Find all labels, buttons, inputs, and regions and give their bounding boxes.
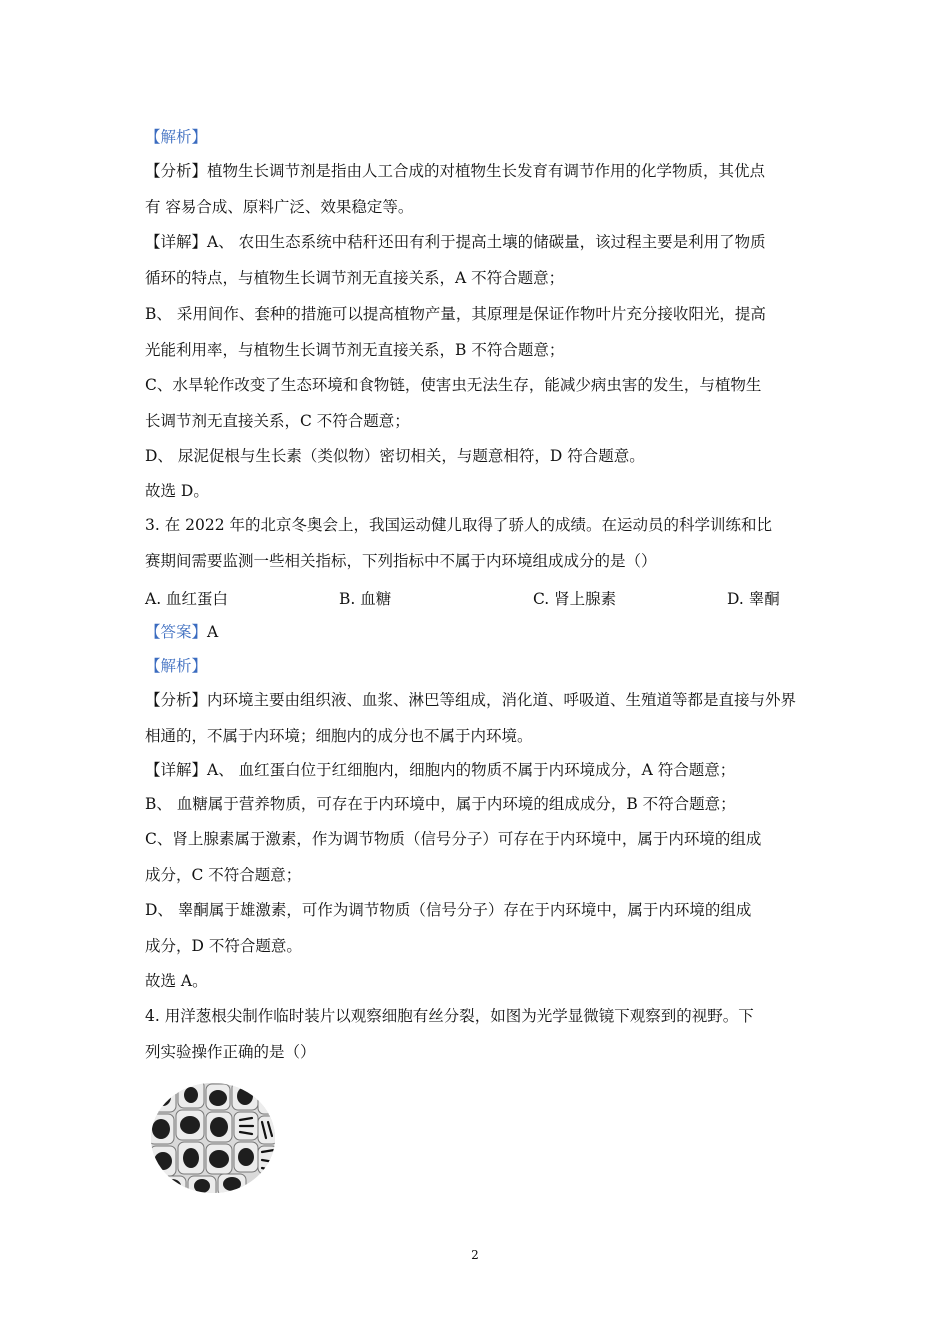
detail-text-line: D、 尿泥促根与生长素（类似物）密切相关，与题意相符，D 符合题意。 — [145, 447, 645, 465]
microscope-field-image — [148, 1080, 278, 1195]
detail-text-line: 光能利用率，与植物生长调节剂无直接关系，B 不符合题意； — [145, 341, 565, 359]
question-stem-line: 赛期间需要监测一些相关指标，下列指标中不属于内环境组成成分的是（） — [145, 552, 657, 570]
detail-text-line: C、肾上腺素属于激素，作为调节物质（信号分子）可存在于内环境中，属于内环境的组成 — [145, 830, 762, 848]
option-c: C. 肾上腺素 — [533, 590, 617, 608]
detail-text-line: 成分，D 不符合题意。 — [145, 937, 302, 955]
detail-text-line: 【详解】A、 血红蛋白位于红细胞内，细胞内的物质不属于内环境成分，A 符合题意； — [145, 761, 736, 779]
page-number: 2 — [471, 1248, 479, 1262]
detail-text-line: 循环的特点，与植物生长调节剂无直接关系，A 不符合题意； — [145, 269, 565, 287]
answer-value: A — [207, 623, 219, 641]
conclusion-text: 故选 D。 — [145, 482, 209, 500]
detail-text-line: B、 采用间作、套种的措施可以提高植物产量，其原理是保证作物叶片充分接收阳光，提高 — [145, 305, 766, 323]
conclusion-text: 故选 A。 — [145, 972, 208, 990]
question-stem-line: 3. 在 2022 年的北京冬奥会上，我国运动健儿取得了骄人的成绩。在运动员的科学训练和比 — [145, 516, 773, 534]
detail-text-line: D、 睾酮属于雄激素，可作为调节物质（信号分子）存在于内环境中，属于内环境的组成 — [145, 901, 752, 919]
analysis-text-line: 相通的，不属于内环境；细胞内的成分也不属于内环境。 — [145, 727, 533, 745]
analysis-text-line: 【分析】植物生长调节剂是指由人工合成的对植物生长发育有调节作用的化学物质，其优点 — [145, 162, 766, 180]
analysis-text-line: 有 容易合成、原料广泛、效果稳定等。 — [145, 198, 414, 216]
detail-text-line: C、水旱轮作改变了生态环境和食物链，使害虫无法生存，能减少病虫害的发生，与植物生 — [145, 376, 762, 394]
detail-text-line: 成分，C 不符合题意； — [145, 866, 302, 884]
detail-text-line: 长调节剂无直接关系，C 不符合题意； — [145, 412, 410, 430]
detail-text-line: B、 血糖属于营养物质，可存在于内环境中，属于内环境的组成成分，B 不符合题意； — [145, 795, 736, 813]
question-stem-line: 4. 用洋葱根尖制作临时装片以观察细胞有丝分裂，如图为光学显微镜下观察到的视野。下 — [145, 1007, 754, 1025]
option-a: A. 血红蛋白 — [145, 590, 229, 608]
analysis-text-line: 【分析】内环境主要由组织液、血浆、淋巴等组成，消化道、呼吸道、生殖道等都是直接与外界 — [145, 691, 797, 709]
answer-tag: 【答案】 — [145, 623, 208, 641]
answer-line — [145, 622, 815, 642]
question-stem-line: 列实验操作正确的是（） — [145, 1043, 316, 1061]
answer-options — [145, 587, 815, 607]
option-d: D. 睾酮 — [727, 590, 780, 608]
analysis-tag: 【解析】 — [145, 657, 208, 675]
analysis-tag: 【解析】 — [145, 128, 208, 146]
detail-text-line: 【详解】A、 农田生态系统中秸秆还田有利于提高土壤的储碳量，该过程主要是利用了物质 — [145, 233, 766, 251]
option-b: B. 血糖 — [339, 590, 392, 608]
